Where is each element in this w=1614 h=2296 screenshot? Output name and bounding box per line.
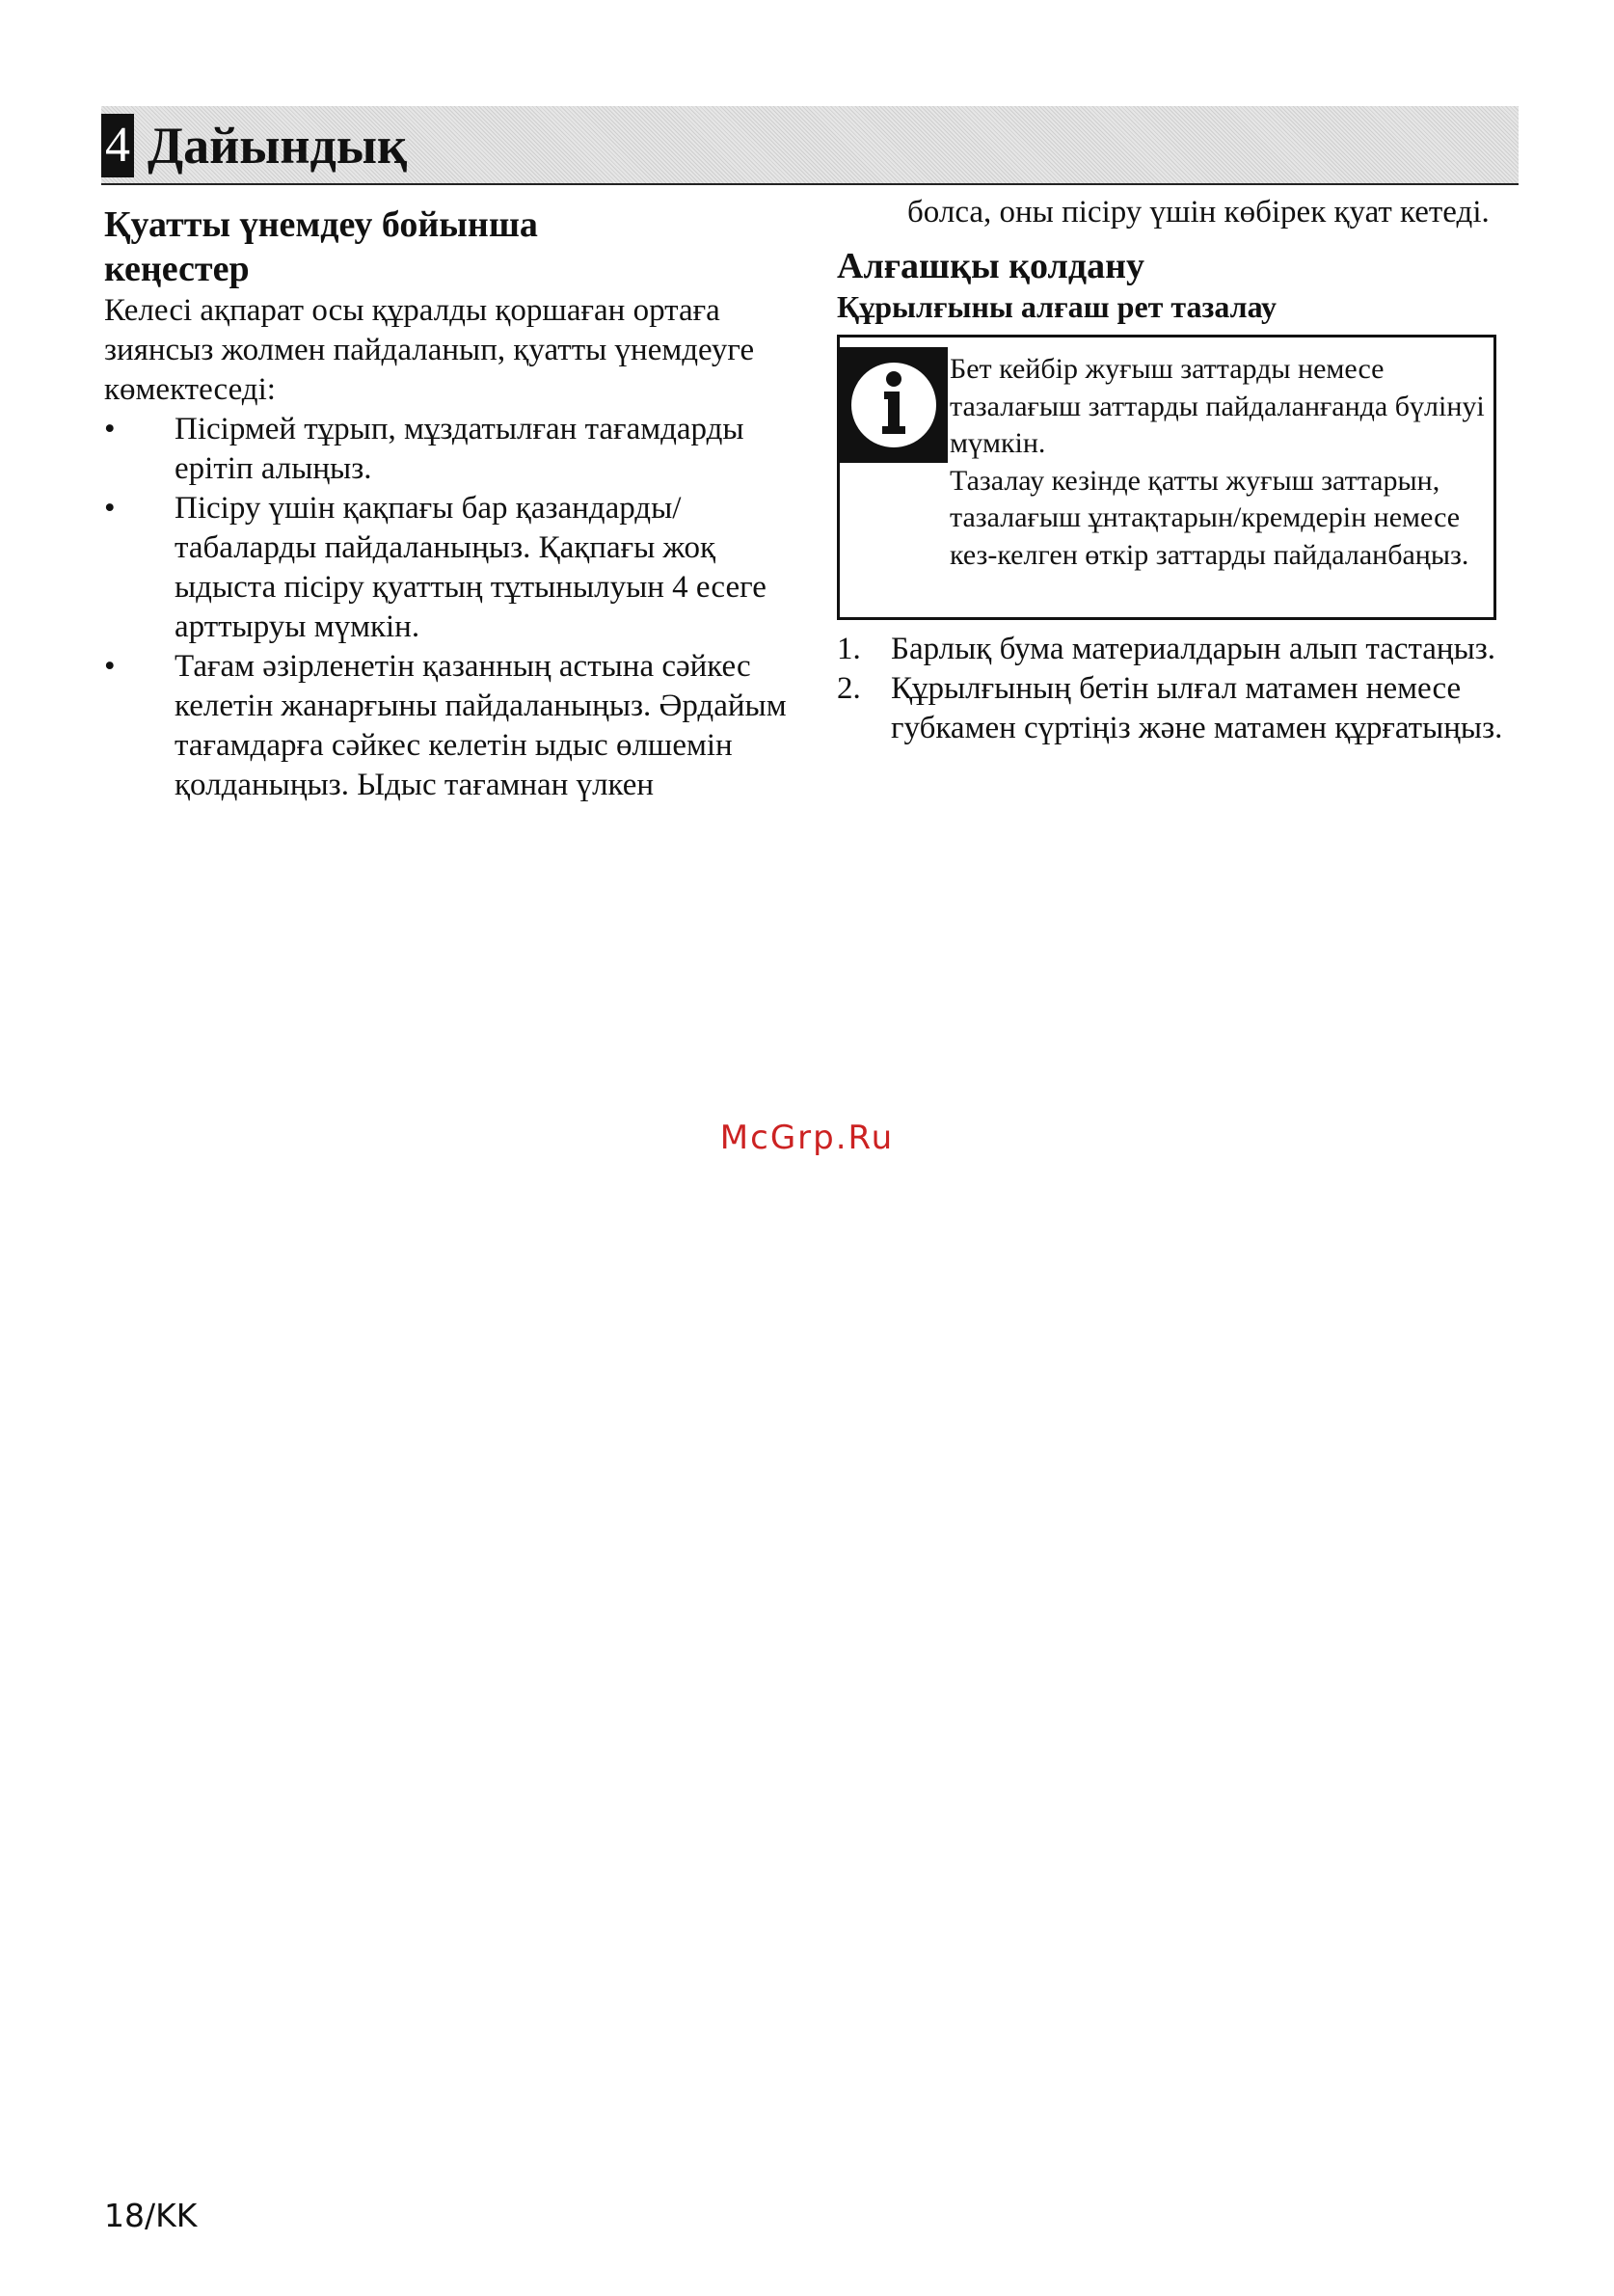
info-icon (840, 347, 948, 463)
bullet-continuation: болса, оны пісіру үшін көбірек қуат кетеді. (907, 195, 1490, 230)
cleaning-steps-list (837, 630, 1512, 748)
list-item (837, 669, 1512, 748)
step-text: Құрылғының бетін ылғал матамен немесе губкамен сүртіңіз және матамен құрғатыңыз. (891, 671, 1503, 745)
energy-tips-heading-line1: Қуатты үнемдеу бойынша (104, 204, 538, 245)
step-text: Барлық бума материалдарын алып тастаңыз. (891, 632, 1496, 666)
list-item-text: Пісіру үшін қақпағы бар қазандарды/табаларды пайдаланыңыз. Қақпағы жоқ ыдыста пісіру қуаттың тұтынылуын 4 есеге арттыруы мүмкін. (175, 491, 767, 644)
energy-tips-intro: Келесі ақпарат осы құралды қоршаған ортаға зиянсыз жолмен пайдаланып, қуатты үнемдеуге көмектеседі: (104, 293, 755, 407)
info-note-text (950, 338, 1493, 581)
chapter-number: 4 (101, 114, 134, 177)
bullet-marker: • (104, 649, 116, 684)
energy-tips-heading (104, 203, 798, 291)
step-number: 2. (837, 671, 861, 706)
bullet-marker: • (104, 491, 116, 526)
info-note-box (837, 335, 1496, 620)
list-item (104, 647, 798, 805)
page-number: 18/KK (104, 2197, 198, 2234)
chapter-header (101, 106, 1519, 185)
step-number: 1. (837, 632, 861, 666)
list-item-text: Пісірмей тұрып, мұздатылған тағамдарды ерітіп алыңыз. (175, 412, 744, 486)
list-item (837, 630, 1512, 669)
note-paragraph: Тазалау кезінде қатты жуғыш заттарын, тазалағыш ұнтақтарын/кремдерін немесе кез-келген өткір заттарды пайдаланбаңыз. (950, 464, 1469, 571)
bullet-marker: • (104, 412, 116, 446)
right-column (837, 193, 1512, 748)
note-paragraph: Бет кейбір жуғыш заттарды немесе тазалағыш заттарды пайдаланғанда бүлінуі мүмкін. (950, 353, 1485, 459)
energy-tips-heading-line2: кеңестер (104, 249, 250, 289)
watermark: McGrp.Ru (719, 1119, 895, 1157)
energy-tips-list (104, 410, 798, 805)
list-item-text: Тағам әзірленетін қазанның астына сәйкес келетін жанарғыны пайдаланыңыз. Әрдайым тағамдарға сәйкес келетін ыдыс өлшемін қолданыңыз. Ыдыс тағамнан үлкен (175, 649, 787, 802)
list-item (104, 410, 798, 489)
first-use-heading: Алғашқы қолдану (837, 246, 1144, 286)
chapter-title: Дайындық (148, 117, 408, 175)
left-column (104, 203, 798, 805)
list-item (104, 489, 798, 647)
first-cleaning-subheading: Құрылғыны алғаш рет тазалау (837, 289, 1277, 324)
